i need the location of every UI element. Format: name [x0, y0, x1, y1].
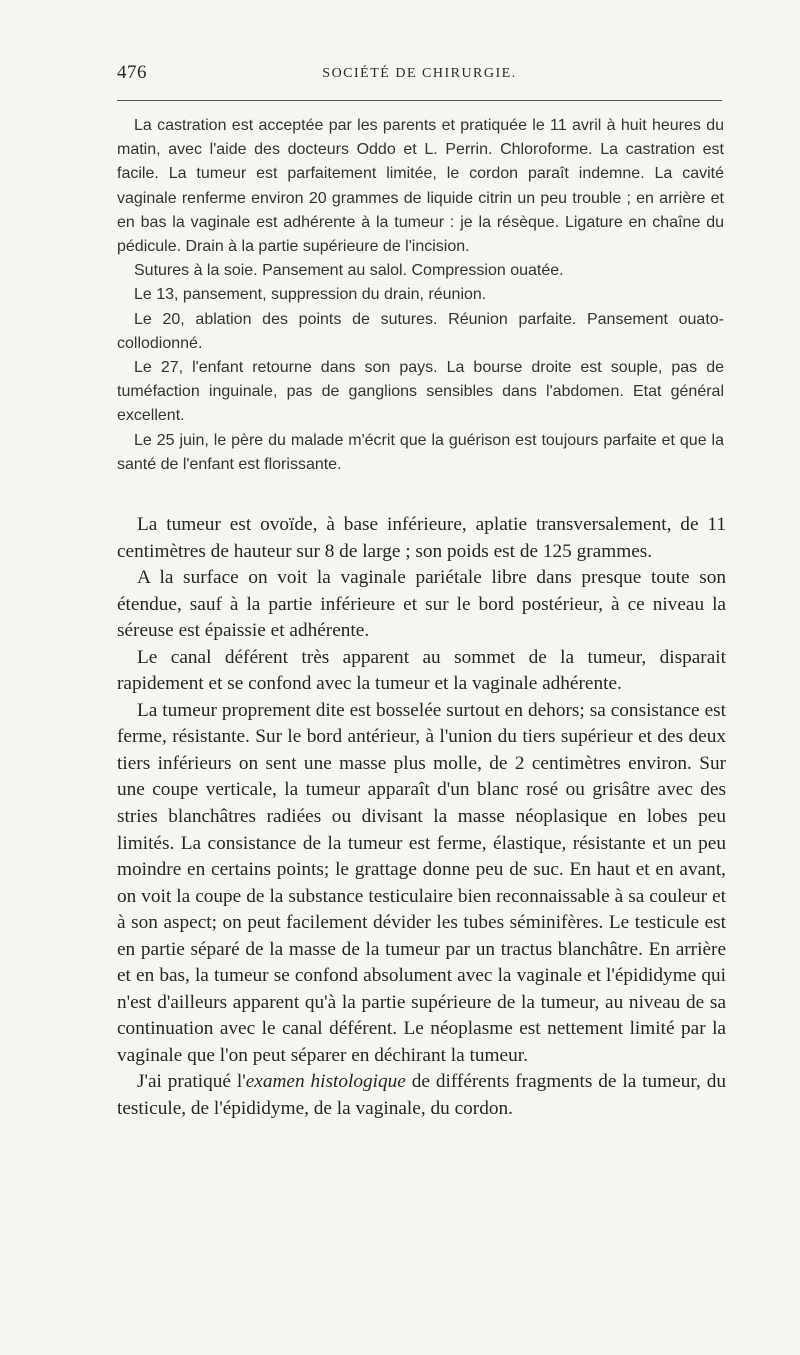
tumor-description: [117, 512, 726, 1123]
body-paragraph: La tumeur proprement dite est bosselée surtout en dehors; sa consistance est ferme, résistante. Sur le bord antérieur, à l'union du tiers supérieur et des deux tiers inférieurs on sent une masse plus molle, de 2 centimètres environ. Sur une coupe verticale, la tumeur apparaît d'un blanc rosé ou grisâtre avec des stries blanchâtres radiées ou divisant la masse néoplasique en lobes peu limités. La consistance de la tumeur est ferme, élastique, résistante et un peu moindre en certains points; le grattage donne peu de suc. En haut et en avant, on voit la coupe de la substance testiculaire bien reconnaissable à sa couleur et à son aspect; on peut facilement dévider les tubes séminifères. Le testicule est en partie séparé de la masse de la tumeur par un tractus blanchâtre. En arrière et en bas, la tumeur se confond absolument avec la vaginale et l'épididyme qui n'est d'ailleurs apparent qu'à la partie supérieure de la tumeur, au niveau de sa continuation avec le canal déférent. Le néoplasme est nettement limité par la vaginale que l'on peut séparer en déchirant la tumeur.: [117, 699, 726, 1066]
case-note-paragraph: Le 20, ablation des points de sutures. Réunion parfaite. Pansement ouato-collodionné.: [117, 310, 724, 352]
case-note-paragraph: Sutures à la soie. Pansement au salol. Compression ouatée.: [134, 262, 564, 280]
body-paragraph: La tumeur est ovoïde, à base inférieure, aplatie transversalement, de 11 centimètres de hauteur sur 8 de large ; son poids est de 125 grammes.: [117, 514, 726, 562]
body-paragraph-last: [117, 1069, 726, 1122]
case-note-paragraph: Le 25 juin, le père du malade m'écrit que la guérison est toujours parfaite et que la santé de l'enfant est florissante.: [117, 431, 724, 473]
text-run: de différents fragments de la tumeur, du testicule, de l'épididyme, de la vaginale, du cordon.: [117, 1071, 726, 1120]
header-rule: [117, 100, 722, 101]
running-title: SOCIÉTÉ DE CHIRURGIE.: [322, 66, 517, 81]
text-run: J'ai pratiqué l': [137, 1071, 246, 1093]
case-note-paragraph: Le 27, l'enfant retourne dans son pays. La bourse droite est souple, pas de tuméfaction inguinale, pas de ganglions sensibles dans l'abdomen. Etat général excellent.: [117, 359, 724, 425]
case-note-paragraph: Le 13, pansement, suppression du drain, réunion.: [134, 286, 487, 304]
emphasis-text: examen histologique: [245, 1071, 406, 1093]
case-notes: [117, 114, 724, 477]
body-paragraph: Le canal déférent très apparent au sommet de la tumeur, disparait rapidement et se confond avec la tumeur et la vaginale adhérente.: [117, 646, 726, 695]
page-header: [117, 62, 722, 88]
page-number: 476: [117, 62, 147, 83]
case-note-paragraph: La castration est acceptée par les parents et pratiquée le 11 avril à huit heures du matin, avec l'aide des docteurs Oddo et L. Perrin. Chloroforme. La castration est facile. La tumeur est parfaitement limitée, le cordon paraît indemne. La cavité vaginale renferme environ 20 grammes de liquide citrin un peu trouble ; en arrière et en bas la vaginale est adhérente à la tumeur : je la résèque. Ligature en chaîne du pédicule. Drain à la partie supérieure de l'incision.: [117, 117, 724, 256]
body-paragraph: A la surface on voit la vaginale pariétale libre dans presque toute son étendue, sauf à la partie inférieure et sur le bord postérieur, à ce niveau la séreuse est épaissie et adhérente.: [117, 567, 726, 642]
